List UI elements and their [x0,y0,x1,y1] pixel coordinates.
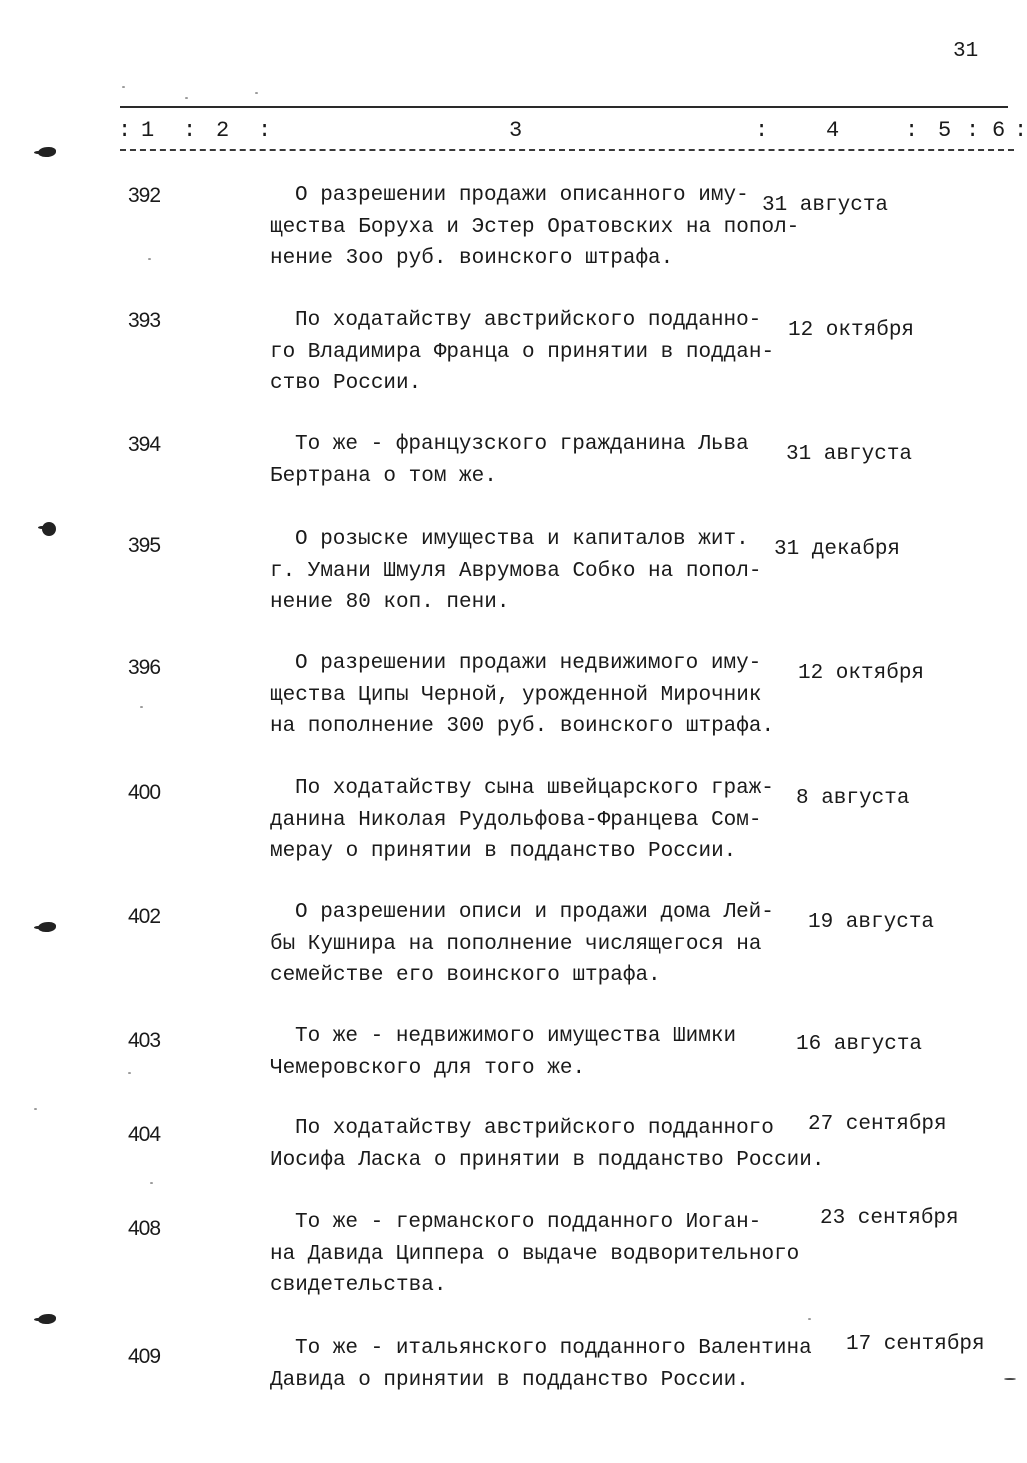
column-separator: : [118,118,132,143]
column-header-1: 1 [141,118,155,143]
entry-text: То же - итальянского подданного Валентина Давида о принятии в подданство России. [270,1337,812,1392]
scan-speck [808,1318,811,1320]
binding-hole-mark [38,1314,56,1324]
entry-number: 393 [128,309,161,332]
entry-text: О разрешении описи и продажи дома Лей- бы Кушнира на пополнение числящегося на семействе его воинского штрафа. [270,901,774,987]
entry-text: О разрешении продажи описанного иму- щества Боруха и Эстер Оратовских на попол- нение 3оо руб. воинского штрафа. [270,184,800,270]
scan-speck [255,92,258,94]
entry-text: То же - германского подданного Иоган- на Давида Циппера о выдаче водворительного свидетельства. [270,1211,800,1297]
column-header-6: 6 [992,118,1006,143]
column-separator: : [1014,118,1027,143]
column-header-5: 5 [938,118,952,143]
column-separator: : [966,118,980,143]
column-header-2: 2 [216,118,230,143]
entry-text: По ходатайству австрийского подданно- го Владимира Франца о принятии в поддан- ство России. [270,309,775,395]
entry-number: 402 [128,905,161,928]
scan-speck [1004,1378,1016,1380]
scan-speck [122,86,125,88]
entry-text: О розыске имущества и капиталов жит. г. Умани Шмуля Аврумова Собко на попол- нение 80 коп. пени. [270,528,762,614]
scan-speck [150,1182,153,1184]
entry-text: По ходатайству сына швейцарского граж- данина Николая Рудольфова-Францева Сом- мерау о принятии в подданство России. [270,777,774,863]
column-separator: : [258,118,272,143]
entry-text: О разрешении продажи недвижимого иму- щества Ципы Черной, урожденной Мирочник на пополнение 300 руб. воинского штрафа. [270,652,775,738]
column-separator: : [905,118,919,143]
entry-number: 394 [128,433,161,456]
scan-speck [148,258,151,260]
entry-date: 31 августа [786,443,913,466]
entry-number: 403 [128,1029,161,1052]
entry-date: 31 августа [762,194,889,217]
scan-speck [34,1108,37,1110]
entry-date: 19 августа [808,911,935,934]
scan-speck [185,97,188,99]
entry-number: 396 [128,656,161,679]
binding-hole-mark [38,147,56,157]
entry-number: 404 [128,1123,161,1146]
entry-date: 12 октября [788,319,915,342]
header-rule-top [120,106,1008,108]
column-separator: : [755,118,769,143]
entry-date: 12 октября [798,662,925,685]
entry-date: 8 августа [796,787,910,810]
entry-number: 408 [128,1217,161,1240]
scan-speck [128,1072,131,1074]
entry-text: То же - французского гражданина Льва Бертрана о том же. [270,433,749,488]
entry-number: 395 [128,534,161,557]
entry-number: 400 [128,781,161,804]
entry-date: 17 сентября [846,1333,985,1356]
column-header-row [0,118,1027,146]
entry-number: 392 [128,184,161,207]
entry-number: 409 [128,1345,161,1368]
page-number: 31 [953,40,979,63]
entry-date: 16 августа [796,1033,923,1056]
binding-hole-mark [38,922,56,932]
entry-date: 31 декабря [774,538,901,561]
column-separator: : [183,118,197,143]
column-header-3: 3 [509,118,523,143]
header-rule-bottom [120,149,1014,151]
binding-hole-mark [42,522,56,536]
entry-text: По ходатайству австрийского подданного Иосифа Ласка о принятии в подданство России. [270,1117,825,1172]
scan-speck [140,706,143,708]
entry-text: То же - недвижимого имущества Шимки Чемеровского для того же. [270,1025,737,1080]
entry-date: 27 сентября [808,1113,947,1136]
entry-date: 23 сентября [820,1207,959,1230]
column-header-4: 4 [826,118,840,143]
